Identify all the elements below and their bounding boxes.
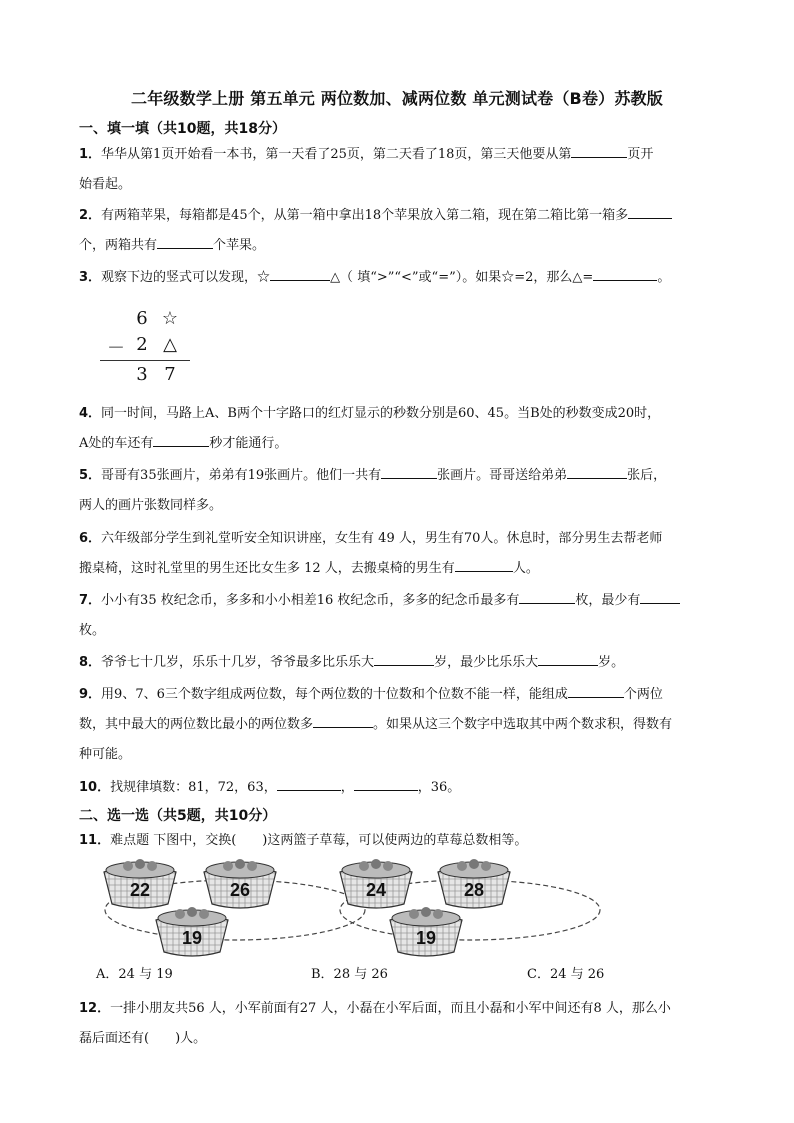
calc-row-1: [100, 308, 190, 332]
question-text: 个苹果。: [213, 238, 266, 253]
question-text: 找规律填数：81，72，63，: [110, 780, 277, 795]
answer-blank[interactable]: [593, 265, 657, 281]
answer-blank[interactable]: [381, 463, 437, 479]
basket-count: 19: [181, 928, 203, 948]
question-text: 人。: [512, 561, 539, 576]
question-number: 5．: [79, 468, 102, 483]
answer-blank[interactable]: [567, 463, 627, 479]
question-number: 10．: [79, 780, 111, 795]
question-number: 9．: [79, 687, 102, 702]
calc-digit: ☆: [161, 308, 179, 329]
question-number: 12．: [79, 1001, 111, 1016]
question-text: 岁。: [598, 655, 625, 670]
basket-count: 22: [129, 880, 151, 900]
question-text: △（ 填“>”“<”或“=”）。如果☆=2，那么△=: [330, 270, 594, 285]
calc-divider: [100, 360, 190, 361]
question-8: [79, 648, 747, 678]
question-text: ，36。: [417, 780, 461, 795]
answer-blank[interactable]: [374, 650, 434, 666]
answer-blank[interactable]: [270, 265, 330, 281]
question-text: 哥哥有35张画片，弟弟有19张画片。他们一共有: [101, 468, 382, 483]
answer-blank[interactable]: [568, 682, 624, 698]
question-text: 有两箱苹果，每箱都是45个，从第一箱中拿出18个苹果放入第二箱，现在第二箱比第一箱多: [101, 208, 629, 223]
question-text: 枚。: [79, 623, 106, 638]
question-text: 爷爷七十几岁，乐乐十几岁，爷爷最多比乐乐大: [101, 655, 375, 670]
question-number: 8．: [79, 655, 102, 670]
option-c[interactable]: C．24 与 26: [527, 967, 605, 982]
question-1: [79, 140, 747, 200]
question-text: ，: [340, 780, 354, 795]
answer-blank[interactable]: [153, 431, 209, 447]
question-5: [79, 461, 747, 521]
calc-digit: △: [163, 334, 177, 355]
answer-blank[interactable]: [538, 650, 598, 666]
question-7: [79, 586, 747, 646]
basket-count: 26: [229, 880, 251, 900]
basket-count: 28: [463, 880, 485, 900]
question-text: 用9、7、6三个数字组成两位数，每个两位数的十位数和个位数不能一样，能组成: [101, 687, 568, 702]
question-text: 小小有35 枚纪念币，多多和小小相差16 枚纪念币，多多的纪念币最多有: [101, 593, 520, 608]
question-2: [79, 201, 747, 261]
answer-blank[interactable]: [640, 588, 680, 604]
question-text: 同一时间，马路上A、B两个十字路口的红灯显示的秒数分别是60、45。当B处的秒数变成20时，: [101, 406, 661, 421]
question-text: 数，其中最大的两位数比最小的两位数多: [79, 717, 314, 732]
basket-illustration: [100, 858, 660, 958]
answer-blank[interactable]: [157, 233, 213, 249]
minus-sign: －: [107, 338, 125, 359]
answer-blank[interactable]: [277, 775, 341, 791]
question-text: 六年级部分学生到礼堂听安全知识讲座，女生有 49 人，男生有70人。休息时，部分男生去帮老师: [101, 531, 663, 546]
section-heading-choice: 二、选一选（共5题，共10分）: [79, 808, 277, 824]
answer-blank[interactable]: [519, 588, 575, 604]
calc-digit: 7: [164, 364, 176, 385]
calc-digit: 2: [136, 334, 148, 355]
option-a[interactable]: A．24 与 19: [96, 967, 173, 982]
answer-blank[interactable]: [571, 142, 627, 158]
calc-row-3: [100, 364, 190, 388]
question-text: 。如果从这三个数字中选取其中两个数求积，得数有: [373, 717, 673, 732]
question-text: 一排小朋友共56 人，小军前面有27 人，小磊在小军后面，而且小磊和小军中间还有8 人，那么小: [110, 1001, 671, 1016]
question-text: 两人的画片张数同样多。: [79, 498, 223, 513]
question-text: 。: [657, 270, 671, 285]
answer-blank[interactable]: [313, 712, 373, 728]
question-text: 岁，最少比乐乐大: [434, 655, 539, 670]
page-title: 二年级数学上册 第五单元 两位数加、减两位数 单元测试卷（B卷）苏教版: [131, 89, 663, 108]
question-4: [79, 399, 747, 459]
question-text: 华华从第1页开始看一本书，第一天看了25页，第二天看了18页，第三天他要从第: [101, 147, 572, 162]
question-text: 张后，: [627, 468, 667, 483]
question-6: [79, 524, 747, 584]
question-11: [79, 826, 747, 856]
question-text: 观察下边的竖式可以发现，☆: [101, 270, 271, 285]
answer-blank[interactable]: [354, 775, 418, 791]
question-text: 磊后面还有( )人。: [79, 1031, 207, 1046]
question-number: 6．: [79, 531, 102, 546]
question-number: 1．: [79, 147, 102, 162]
question-9: [79, 680, 747, 770]
question-text: 种可能。: [79, 747, 132, 762]
question-text: 枚，最少有: [575, 593, 641, 608]
question-text: A处的车还有: [79, 436, 154, 451]
question-12: [79, 994, 747, 1054]
question-number: 7．: [79, 593, 102, 608]
question-number: 2．: [79, 208, 102, 223]
answer-blank[interactable]: [628, 203, 672, 219]
question-number: 4．: [79, 406, 102, 421]
calc-row-2: [100, 334, 190, 358]
question-text: 页开: [627, 147, 654, 162]
calc-digit: 3: [136, 364, 148, 385]
question-text: 个两位: [623, 687, 663, 702]
basket-count: 24: [365, 880, 387, 900]
question-number: 11．: [79, 833, 111, 848]
question-text: 始看起。: [79, 177, 132, 192]
question-text: 搬桌椅，这时礼堂里的男生还比女生多 12 人，去搬桌椅的男生有: [79, 561, 455, 576]
basket-count: 19: [415, 928, 437, 948]
question-text: 秒才能通行。: [209, 436, 288, 451]
question-text: 难点题 下图中，交换( )这两篮子草莓，可以使两边的草莓总数相等。: [110, 833, 528, 848]
vertical-subtraction: [100, 308, 190, 388]
section-heading-fill: 一、填一填（共10题，共18分）: [79, 121, 286, 137]
question-text: 个，两箱共有: [79, 238, 158, 253]
question-10: [79, 773, 747, 803]
answer-blank[interactable]: [455, 556, 513, 572]
question-3: [79, 263, 747, 293]
question-text: 张画片。哥哥送给弟弟: [437, 468, 568, 483]
option-b[interactable]: B．28 与 26: [311, 967, 388, 982]
calc-digit: 6: [136, 308, 148, 329]
question-number: 3．: [79, 270, 102, 285]
